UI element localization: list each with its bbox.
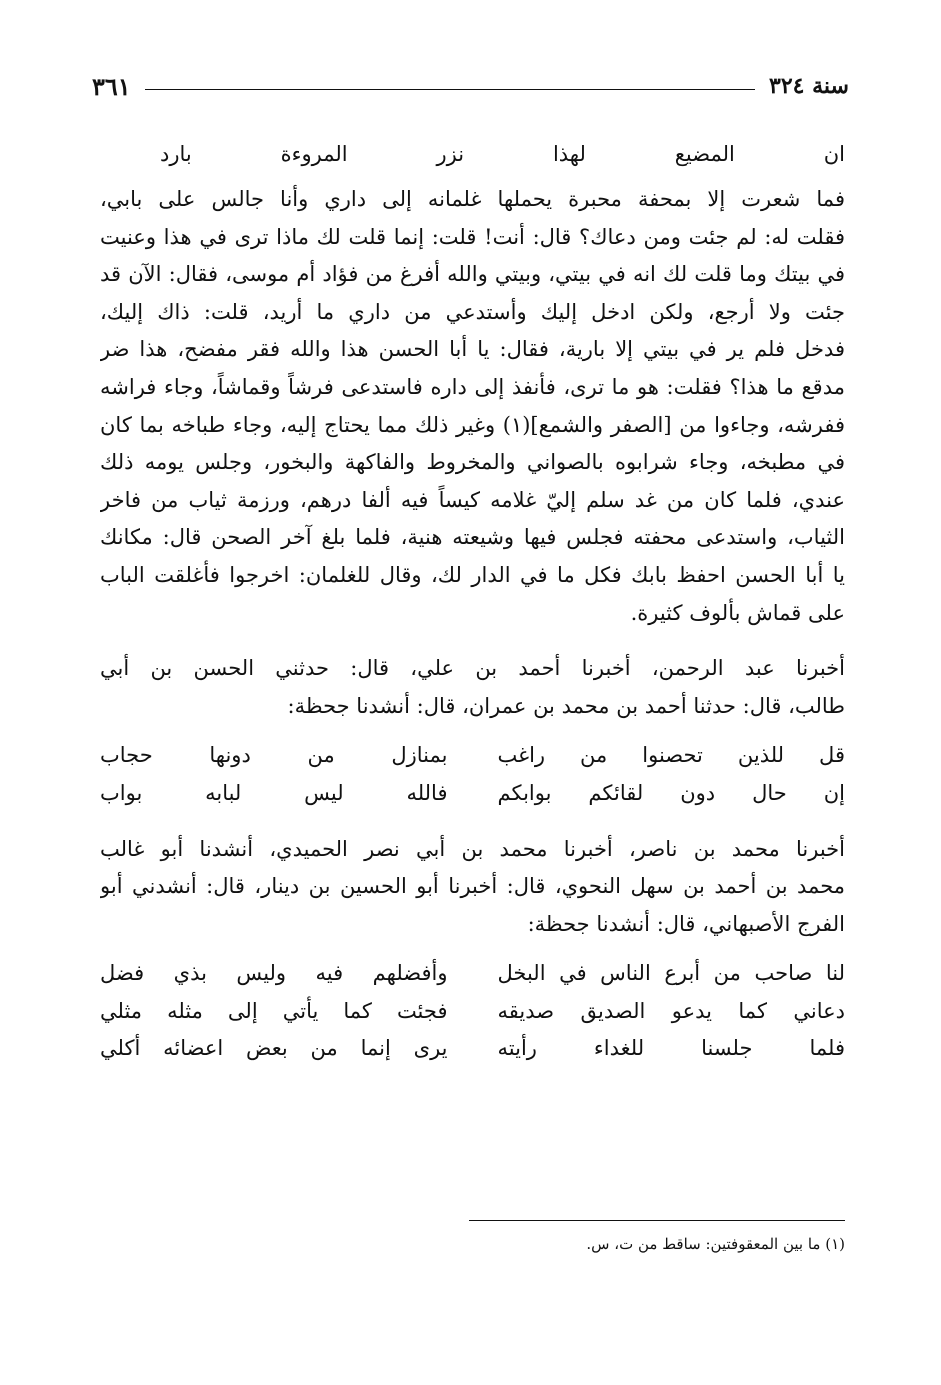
hemistich-first: قل للذين تحصنوا من راغب (497, 743, 845, 768)
verse-word: المروءة (280, 142, 348, 166)
paragraph-isnad-2 (100, 831, 845, 944)
text-line: فقلت له: لم جئت ومن دعاك؟ قال: أنت! قلت: إنما قلت لك ماذا ترى في هذا وعنيت (100, 224, 845, 249)
verse-word: بارد (160, 142, 192, 166)
text-line: فما شعرت إلا بمحفة محبرة يحملها غلمانه إلى داري وأنا جالس على بابي، (100, 187, 845, 211)
verse-word: المضيع (674, 142, 735, 166)
text-line: محمد بن أحمد بن سهل النحوي، قال: أخبرنا أبو الحسين بن دينار، قال: أنشدني أبو (100, 874, 845, 899)
opening-verse (100, 133, 845, 175)
hemistich-second: بمنازل من دونها حجاب (100, 743, 448, 768)
text-line: الفرج الأصبهاني، قال: أنشدنا جحظة: (527, 911, 845, 936)
text-line: في مطبخه، وجاء شرابوه بالصواني والمخروط والفاكهة والبخور، وجلس يومه ذلك (100, 450, 845, 475)
header-rule (145, 89, 755, 90)
hemistich-first: لنا صاحب من أبرع الناس في البخل (497, 961, 845, 986)
page-body (100, 133, 845, 1068)
poem-1 (100, 737, 845, 812)
page-header (92, 66, 849, 106)
text-line: يا أبا الحسن احفظ بابك فكل ما في الدار لك، وقال للغلمان: اخرجوا فأغلقت الباب (100, 562, 845, 587)
hemistich-first: إن حال دون لقائكم بوابكم (497, 780, 845, 805)
text-line: طالب، قال: حدثنا أحمد بن محمد بن عمران، قال: أنشدنا جحظة: (287, 693, 845, 718)
poem-2 (100, 955, 845, 1068)
verse-word: نزر (436, 142, 465, 166)
hemistich-first: فلما جلسنا للغداء رأيته (497, 1036, 845, 1061)
text-line: أخبرنا محمد بن ناصر، أخبرنا محمد بن أبي نصر الحميدي، أنشدنا أبو غالب (100, 836, 845, 861)
text-line: الثياب، واستدعى محفته فجلس فيها وشيعته هنية، فلما بلغ آخر الصحن قال: مكانك (100, 525, 845, 550)
hemistich-second: يرى إنما من بعض اعضائه أكلي (100, 1036, 448, 1061)
hemistich-second: وأفضلهم فيه وليس بذي فضل (100, 961, 448, 986)
hemistich-first: دعاني كما يدعو الصديق صديقه (497, 998, 845, 1023)
text-line: عندي، فلما كان من غد سلم إليّ غلامه كيساً فيه ألفا درهم، ورزمة ثياب من فاخر (100, 487, 845, 512)
text-line: في بيتك وما قلت لك انه في بيتي، وبيتي والله أفرغ من فؤاد أم موسى، فقال: الآن قد (100, 262, 845, 287)
text-line: جئت ولا أرجع، ولكن ادخل إليك وأستدعي من داري ما أريد، قلت: ذاك إليك، (100, 299, 845, 324)
text-line: ففرشه، وجاءوا من [الصفر والشمع](١) وغير ذلك مما يحتاج إليه، وجاء طباخه بما كان (100, 412, 845, 437)
verse-word: ان (823, 142, 845, 166)
text-line: فدخل فلم ير في بيتي إلا بارية، فقال: يا أبا الحسن هذا والله فقر مفضح، هذا ضر (100, 337, 845, 362)
running-title: سنة ٣٢٤ (769, 73, 849, 99)
hemistich-second: فجئت كما يأتي إلى مثله مثلي (100, 998, 448, 1023)
text-line: على قماش بألوف كثيرة. (630, 600, 845, 625)
page-number: ٣٦١ (92, 71, 131, 101)
paragraph-story (100, 181, 845, 632)
text-line: مدقع ما هذا؟ فقلت: هو ما ترى، فأنفذ إلى داره فاستدعى فرشاً وقماشاً، وجاء فراشه (100, 374, 845, 399)
paragraph-isnad-1 (100, 650, 845, 725)
footnote: (١) ما بين المعقوفتين: ساقط من ت، س. (586, 1235, 845, 1253)
text-line: أخبرنا عبد الرحمن، أخبرنا أحمد بن علي، قال: حدثني الحسن بن أبي (100, 656, 845, 681)
verse-word: لهذا (552, 142, 586, 166)
footnote-rule (469, 1220, 845, 1221)
hemistich-second: فالله ليس لبابه بواب (100, 780, 448, 805)
